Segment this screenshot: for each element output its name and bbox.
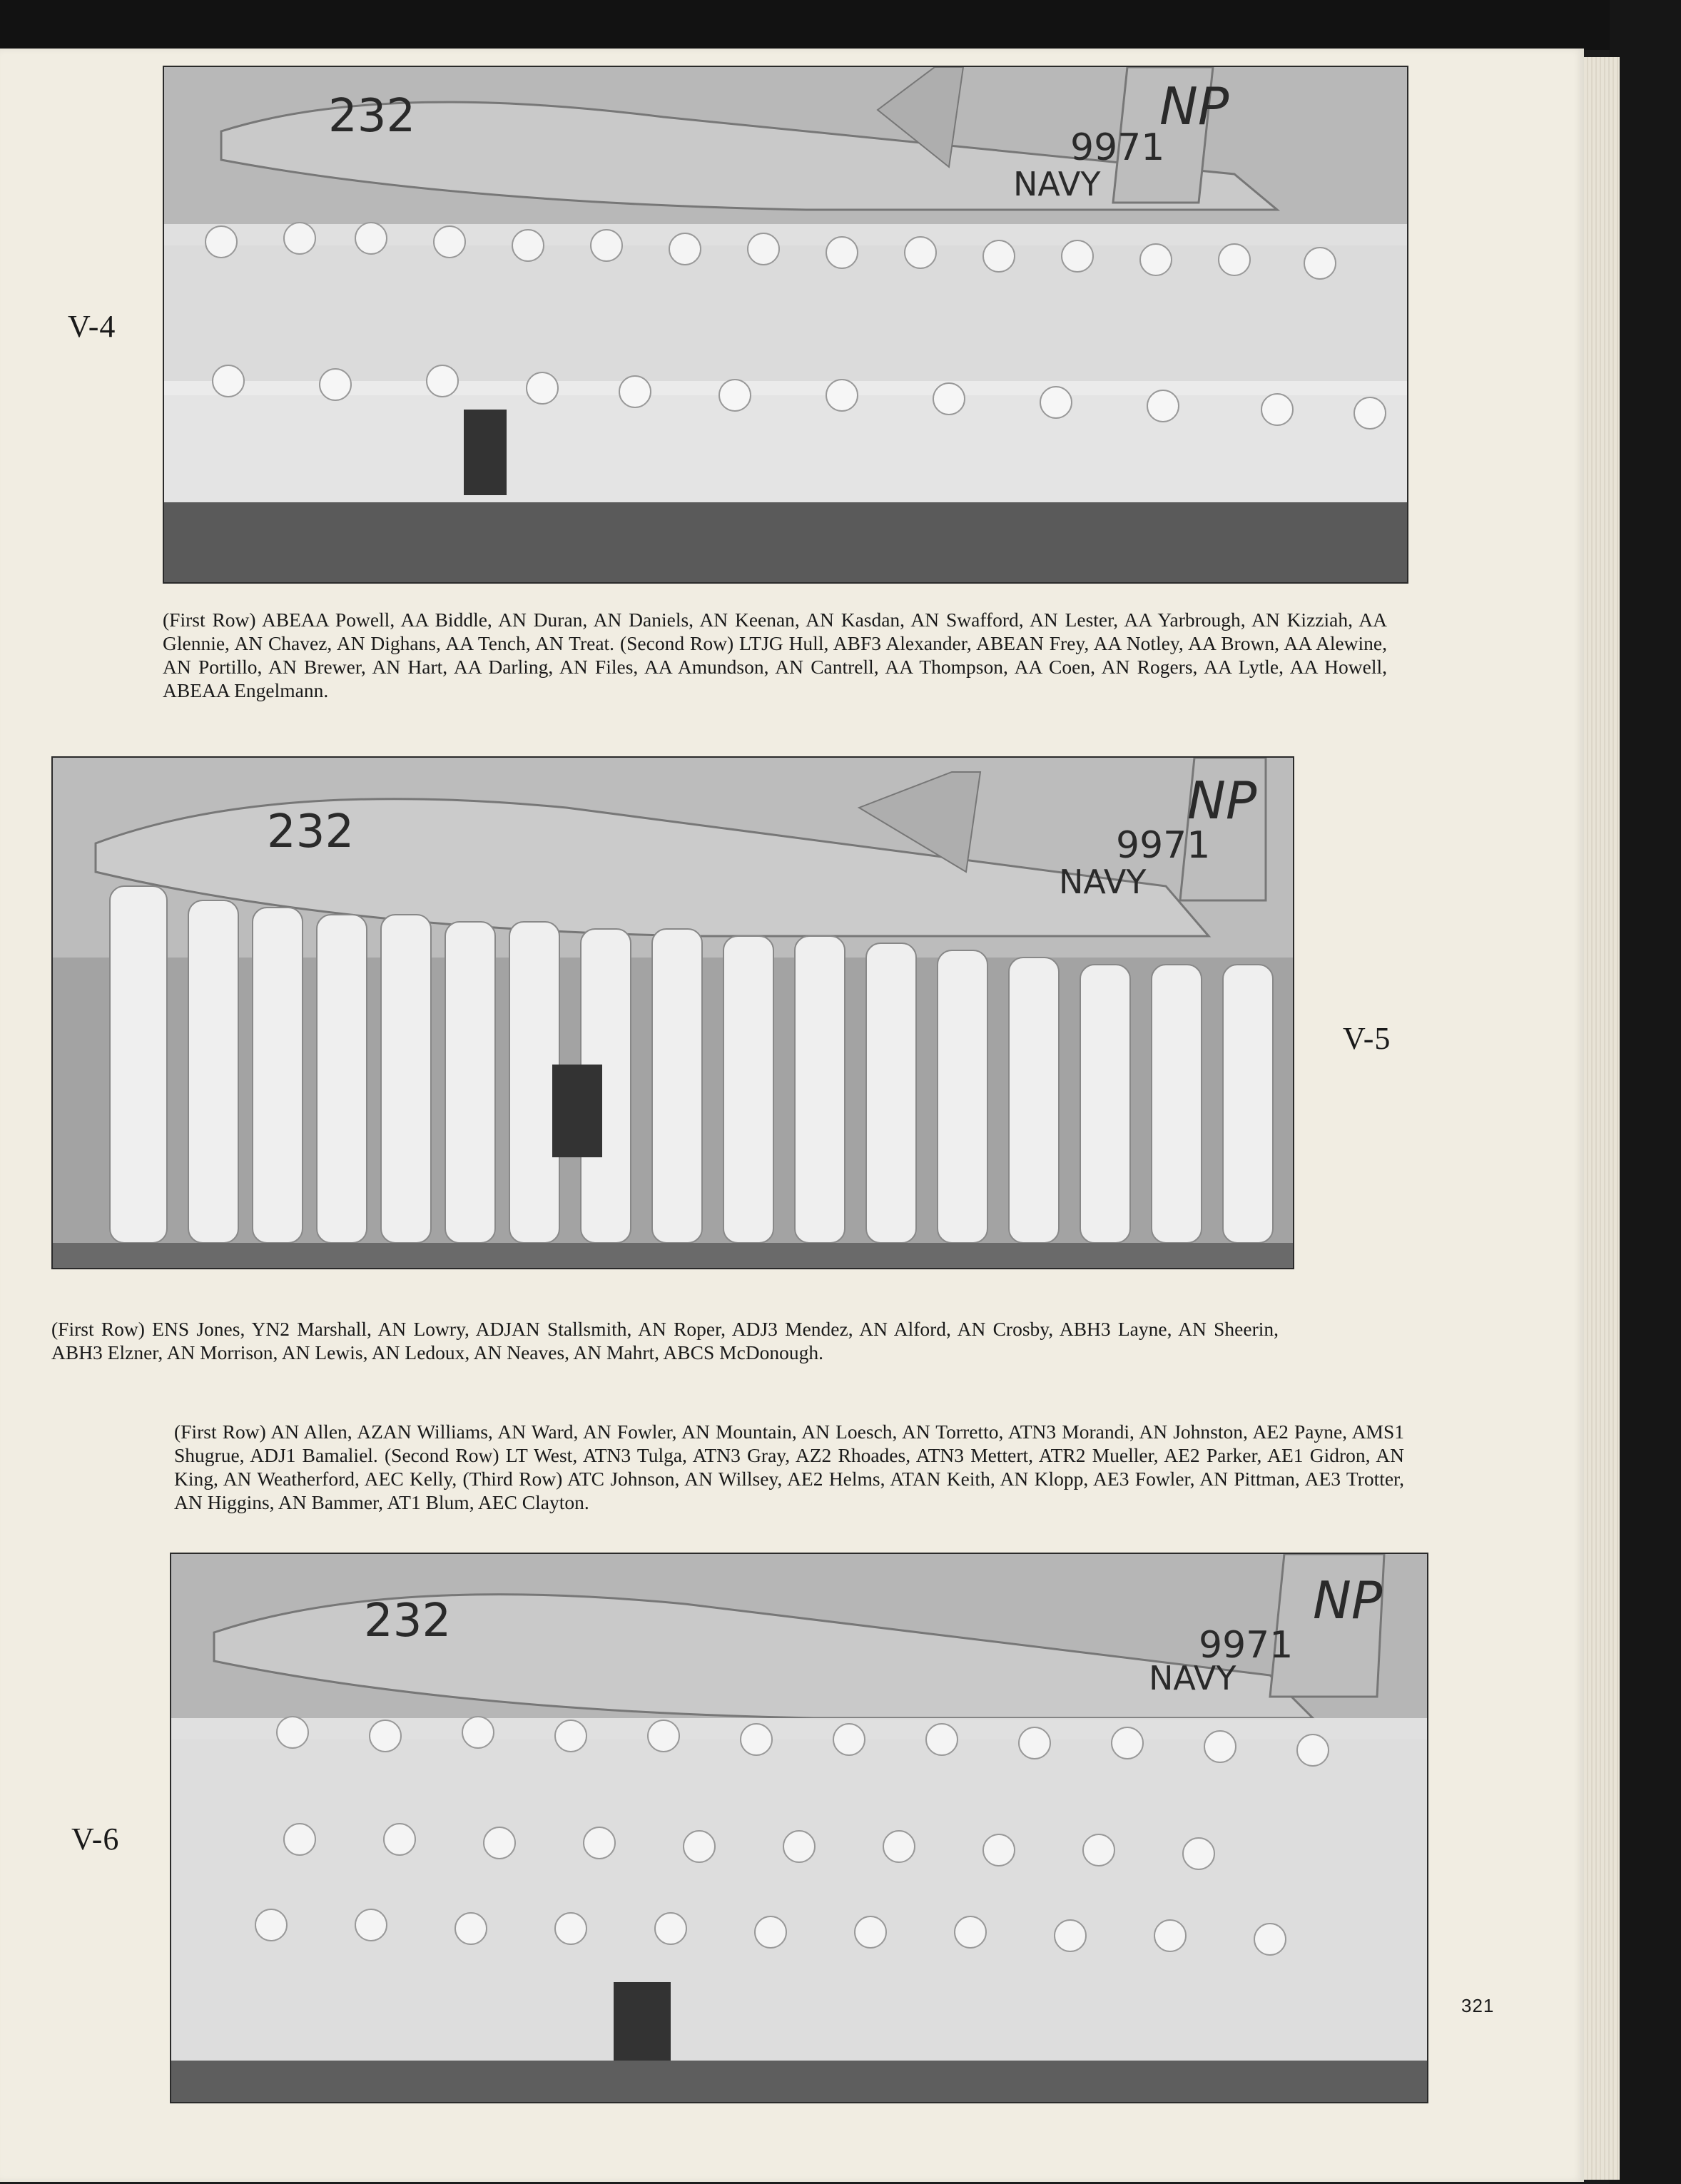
aircraft-tail-code: NP: [1159, 76, 1229, 136]
aircraft-bureau-number: 9971: [1070, 126, 1165, 169]
v5-group-photo: [51, 756, 1294, 1269]
svg-text:232: 232: [267, 806, 355, 858]
v4-caption: (First Row) ABEAA Powell, AA Biddle, AN Duran, AN Daniels, AN Keenan, AN Kasdan, AN Swafford, AN Lester, AA Yarbrough, AN Kizziah, AA Glennie, AN Chavez, AN Dighans, AA Tench, AN Treat. (Second Row) LTJG Hull, ABF3 Alexander, ABEAN Frey, AA Notley, AA Brown, AA Alewine, AN Portillo, AN Brewer, AN Hart, AA Darling, AN Files, AA Amundson, AN Cantrell, AA Thompson, AA Coen, AN Rogers, AA Lytle, AA Howell, ABEAA Engelmann.: [163, 609, 1387, 701]
aircraft-service-label: NAVY: [1013, 165, 1101, 203]
v6-group-photo: [170, 1553, 1428, 2103]
v6-caption: (First Row) AN Allen, AZAN Williams, AN Ward, AN Fowler, AN Mountain, AN Loesch, AN Torretto, ATN3 Morandi, AN Johnston, AE2 Payne, AMS1 Shugrue, ADJ1 Bamaliel. (Second Row) LT West, ATN3 Tulga, ATN3 Gray, AZ2 Rhoades, ATN3 Mettert, ATR2 Mueller, AE2 Parker, AE1 Gidron, AN King, AN Weatherford, AEC Kelly, (Third Row) ATC Johnson, AN Willsey, AE2 Helms, ATAN Keith, AN Klopp, AE3 Fowler, AN Pittman, AE3 Trotter, AN Higgins, AN Bammer, AT1 Blum, AEC Clayton.: [174, 1421, 1404, 1513]
svg-text:NAVY: NAVY: [1149, 1659, 1236, 1697]
page-number: 321: [1461, 1995, 1495, 2016]
page-edges: [1584, 57, 1620, 2180]
aircraft-modex: 232: [328, 90, 416, 143]
v5-section-label: V-5: [1343, 1021, 1391, 1056]
svg-text:9971: 9971: [1199, 1624, 1294, 1667]
svg-text:9971: 9971: [1116, 824, 1211, 867]
svg-text:232: 232: [364, 1595, 452, 1647]
v6-section-label: V-6: [71, 1822, 120, 1857]
book-binding-top: [0, 0, 1681, 50]
v5-caption: (First Row) ENS Jones, YN2 Marshall, AN Lowry, ADJAN Stallsmith, AN Roper, ADJ3 Mendez, AN Alford, AN Crosby, ABH3 Layne, AN Sheerin, ABH3 Elzner, AN Morrison, AN Lewis, AN Ledoux, AN Neaves, AN Mahrt, ABCS McDonough.: [51, 1318, 1279, 1363]
book-binding-right: [1610, 0, 1681, 2184]
v4-section-label: V-4: [68, 309, 116, 344]
svg-text:NAVY: NAVY: [1059, 863, 1147, 901]
v4-group-photo: [163, 66, 1408, 584]
svg-text:NP: NP: [1313, 1570, 1383, 1630]
svg-text:NP: NP: [1187, 771, 1257, 831]
